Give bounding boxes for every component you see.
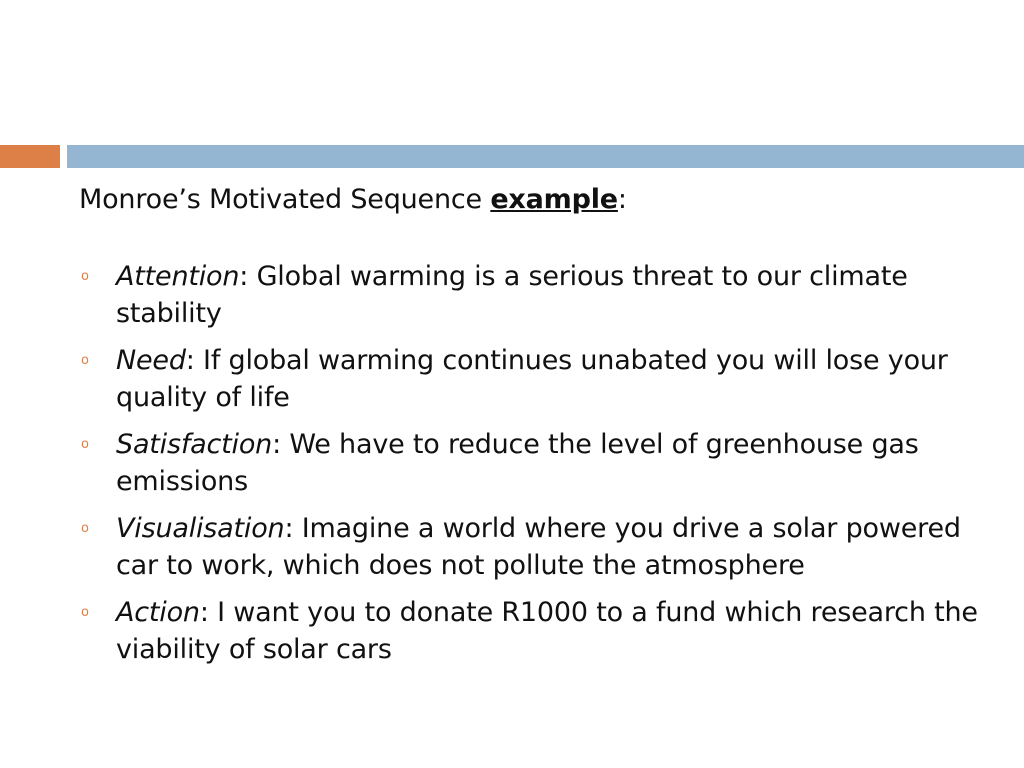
step-term: Need	[116, 345, 186, 376]
list-item-satisfaction	[79, 426, 984, 500]
sequence-list	[79, 258, 984, 668]
step-text: If global warming continues unabated you will lose your quality of life	[116, 345, 948, 413]
bullet-circle-icon: o	[81, 353, 89, 368]
heading-emphasis: example	[490, 184, 618, 215]
step-term: Satisfaction	[116, 429, 273, 460]
list-item-visualisation	[79, 510, 984, 584]
list-item-action	[79, 594, 984, 668]
heading-suffix: :	[617, 184, 627, 215]
step-text: Imagine a world where you drive a solar powered car to work, which does not pollute the atmosphere	[116, 513, 961, 581]
list-item-need	[79, 342, 984, 416]
step-separator: :	[239, 261, 249, 292]
step-term: Action	[116, 597, 200, 628]
step-text: Global warming is a serious threat to our climate stability	[116, 261, 908, 329]
step-separator: :	[284, 513, 294, 544]
step-separator: :	[272, 429, 281, 460]
step-text: I want you to donate R1000 to a fund which research the viability of solar cars	[116, 597, 978, 665]
bullet-circle-icon: o	[81, 605, 89, 620]
bullet-circle-icon: o	[81, 521, 89, 536]
step-text: We have to reduce the level of greenhouse gas emissions	[116, 429, 919, 497]
accent-bar-orange	[0, 145, 60, 168]
bullet-circle-icon: o	[81, 437, 89, 452]
heading-prefix: Monroe’s Motivated Sequence	[79, 184, 491, 215]
list-item-attention	[79, 258, 984, 332]
slide-heading	[79, 180, 984, 220]
step-term: Visualisation	[116, 513, 285, 544]
bullet-circle-icon: o	[81, 269, 89, 284]
slide-body	[79, 180, 984, 678]
step-separator: :	[185, 345, 195, 376]
accent-bar-blue	[67, 145, 1024, 168]
step-term: Attention	[116, 261, 240, 292]
step-separator: :	[199, 597, 209, 628]
